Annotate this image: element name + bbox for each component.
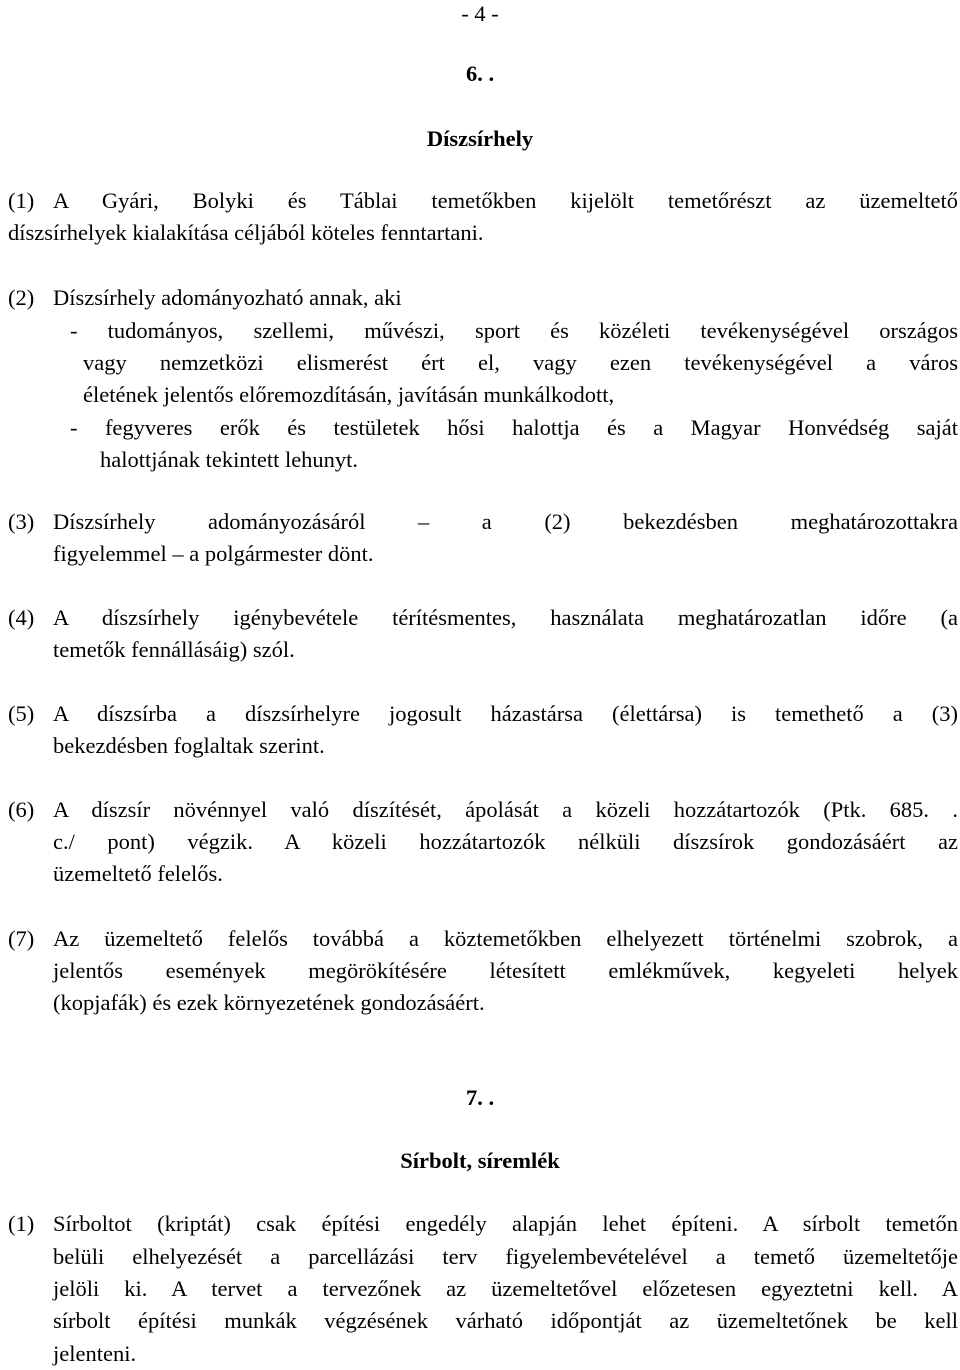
paragraph-line: Díszsírhely adományozható annak, aki (53, 285, 402, 310)
paragraph-number: (6) (8, 797, 35, 822)
paragraph-line: belüli elhelyezését a parcellázási terv figyelembevételével a temető üzemeltetője (53, 1244, 958, 1269)
list-item-line: vagy nemzetközi elismerést ért el, vagy ezen tevékenységével a város (83, 350, 958, 375)
section-7-number: 7. . (465, 1085, 495, 1110)
paragraph-line: Sírboltot (kriptát) csak építési engedély alapján lehet építeni. A sírbolt temetőn (53, 1211, 958, 1236)
paragraph-line: A díszsírhely igénybevétele térítésmentes, használata meghatározatlan időre (a (53, 605, 958, 630)
section-6-title: Díszsírhely (426, 126, 534, 151)
paragraph-line: jelöli ki. A tervet a tervezőnek az üzemeltetővel előzetesen egyeztetni kell. A (53, 1276, 958, 1301)
list-item-line: - tudományos, szellemi, művészi, sport és közéleti tevékenységével országos (70, 318, 958, 343)
paragraph-number: (4) (8, 605, 35, 630)
paragraph-number: (1) (8, 1211, 35, 1236)
section-6-number: 6. . (465, 61, 495, 86)
paragraph-line: A díszsír növénnyel való díszítését, ápolását a közeli hozzátartozók (Ptk. 685. . (53, 797, 958, 822)
paragraph-line: Díszsírhely adományozásáról – a (2) bekezdésben meghatározottakra (53, 509, 958, 534)
paragraph-line: díszsírhelyek kialakítása céljából köteles fenntartani. (8, 220, 484, 245)
paragraph-line: figyelemmel – a polgármester dönt. (53, 541, 374, 566)
list-item-line: halottjának tekintett lehunyt. (100, 447, 359, 472)
paragraph-line: temetők fennállásáig) szól. (53, 637, 295, 662)
paragraph-line: sírbolt építési munkák végzésének várható időpontját az üzemeltetőnek be kell (53, 1308, 958, 1333)
paragraph-number: (5) (8, 701, 35, 726)
paragraph-line: jelentős események megörökítésére létesített emlékművek, kegyeleti helyek (53, 958, 958, 983)
paragraph-line: jelenteni. (53, 1341, 137, 1366)
paragraph-line: c./ pont) végzik. A közeli hozzátartozók nélküli díszsírok gondozásáért az (53, 829, 958, 854)
paragraph-number: (3) (8, 509, 35, 534)
paragraph-line: bekezdésben foglaltak szerint. (53, 733, 325, 758)
list-item-line: - fegyveres erők és testületek hősi halottja és a Magyar Honvédség saját (70, 415, 958, 440)
paragraph-number: (1) (8, 188, 35, 213)
paragraph-line: A díszsírba a díszsírhelyre jogosult házastársa (élettársa) is temethető a (3) (53, 701, 958, 726)
section-7-title: Sírbolt, síremlék (400, 1148, 560, 1173)
paragraph-line: Az üzemeltető felelős továbbá a köztemetőkben elhelyezett történelmi szobrok, a (53, 926, 958, 951)
list-item-line: életének jelentős előremozdításán, javításán munkálkodott, (83, 382, 615, 407)
paragraph-line: A Gyári, Bolyki és Táblai temetőkben kijelölt temetőrészt az üzemeltető (53, 188, 958, 213)
paragraph-line: (kopjafák) és ezek környezetének gondozásáért. (53, 990, 485, 1015)
paragraph-number: (7) (8, 926, 35, 951)
paragraph-line: üzemeltető felelős. (53, 861, 223, 886)
paragraph-number: (2) (8, 285, 35, 310)
page-number: - 4 - (461, 1, 499, 26)
